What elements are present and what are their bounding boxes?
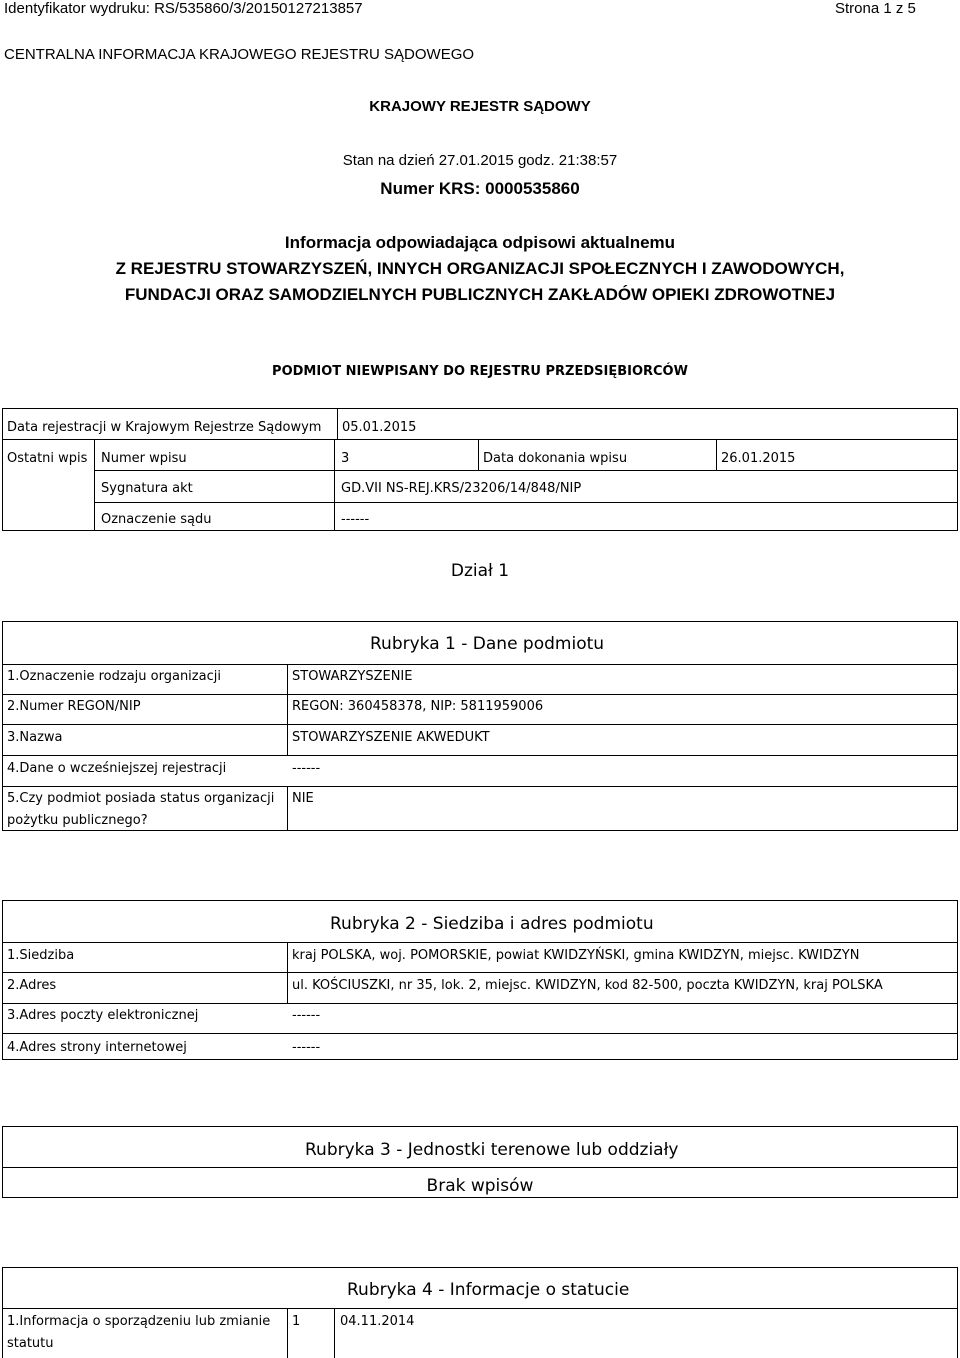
r1-label-4: 4.Dane o wcześniejszej rejestracji (7, 761, 227, 776)
r4-index: 1 (292, 1314, 301, 1329)
court-value: ------ (341, 512, 370, 527)
r4-value: 04.11.2014 (340, 1314, 415, 1329)
r2-label-4: 4.Adres strony internetowej (7, 1040, 187, 1055)
section-title: Dział 1 (450, 561, 510, 581)
r4-label-line-2: statutu (7, 1336, 54, 1351)
state-date: Stan na dzień 27.01.2015 godz. 21:38:57 (342, 152, 618, 169)
rubryka-2-title: Rubryka 2 - Siedziba i adres podmiotu (330, 914, 654, 934)
last-entry-label: Ostatni wpis (7, 451, 88, 466)
rubryka-3-title: Rubryka 3 - Jednostki terenowe lub oddziały (305, 1140, 679, 1160)
r1-label-1: 1.Oznaczenie rodzaju organizacji (7, 669, 221, 684)
entry-date-label: Data dokonania wpisu (483, 451, 628, 466)
print-identifier: Identyfikator wydruku: RS/535860/3/20150127213857 (4, 0, 363, 17)
r1-label-2: 2.Numer REGON/NIP (7, 699, 141, 714)
r1-value-1: STOWARZYSZENIE (292, 669, 413, 684)
info-line-1: Informacja odpowiadająca odpisowi aktualnemu (284, 233, 676, 252)
r1-value-2: REGON: 360458378, NIP: 5811959006 (292, 699, 544, 714)
rubryka-4-title: Rubryka 4 - Informacje o statucie (347, 1280, 630, 1300)
signature-label: Sygnatura akt (101, 481, 193, 496)
r2-value-3: ------ (292, 1008, 321, 1023)
entity-status: PODMIOT NIEWPISANY DO REJESTRU PRZEDSIĘBIORCÓW (272, 364, 688, 379)
r1-value-5: NIE (292, 791, 314, 806)
r2-value-2: ul. KOŚCIUSZKI, nr 35, lok. 2, miejsc. KWIDZYN, kod 82-500, poczta KWIDZYN, kraj POLSKA (292, 978, 883, 993)
r1-value-4: ------ (292, 761, 321, 776)
info-line-3: FUNDACJI ORAZ SAMODZIELNYCH PUBLICZNYCH ZAKŁADÓW OPIEKI ZDROWOTNEJ (124, 285, 836, 304)
entry-number-value: 3 (341, 451, 350, 466)
rubryka-1-title: Rubryka 1 - Dane podmiotu (370, 634, 605, 654)
info-line-2: Z REJESTRU STOWARZYSZEŃ, INNYCH ORGANIZACJI SPOŁECZNYCH I ZAWODOWYCH, (115, 259, 845, 278)
signature-value: GD.VII NS-REJ.KRS/23206/14/848/NIP (341, 481, 582, 496)
entry-date-value: 26.01.2015 (721, 451, 796, 466)
reg-date-value: 05.01.2015 (342, 420, 417, 435)
r1-value-3: STOWARZYSZENIE AKWEDUKT (292, 730, 490, 745)
registry-center: CENTRALNA INFORMACJA KRAJOWEGO REJESTRU SĄDOWEGO (4, 46, 475, 63)
r2-value-1: kraj POLSKA, woj. POMORSKIE, powiat KWIDZYŃSKI, gmina KWIDZYN, miejsc. KWIDZYN (292, 948, 860, 963)
r2-label-1: 1.Siedziba (7, 948, 75, 963)
r1-label-5-line-1: 5.Czy podmiot posiada status organizacji (7, 791, 275, 806)
court-label: Oznaczenie sądu (101, 512, 212, 527)
r4-label-line-1: 1.Informacja o sporządzeniu lub zmianie (7, 1314, 271, 1329)
r2-label-3: 3.Adres poczty elektronicznej (7, 1008, 199, 1023)
entry-number-label: Numer wpisu (101, 451, 187, 466)
reg-date-label: Data rejestracji w Krajowym Rejestrze Sądowym (7, 420, 322, 435)
registry-title: KRAJOWY REJESTR SĄDOWY (369, 98, 591, 115)
page-number: Strona 1 z 5 (835, 0, 916, 17)
r2-label-2: 2.Adres (7, 978, 57, 993)
r1-label-3: 3.Nazwa (7, 730, 63, 745)
rubryka-3-empty: Brak wpisów (426, 1176, 534, 1196)
r1-label-5-line-2: pożytku publicznego? (7, 813, 148, 828)
r2-value-4: ------ (292, 1040, 321, 1055)
krs-number: Numer KRS: 0000535860 (380, 179, 580, 198)
